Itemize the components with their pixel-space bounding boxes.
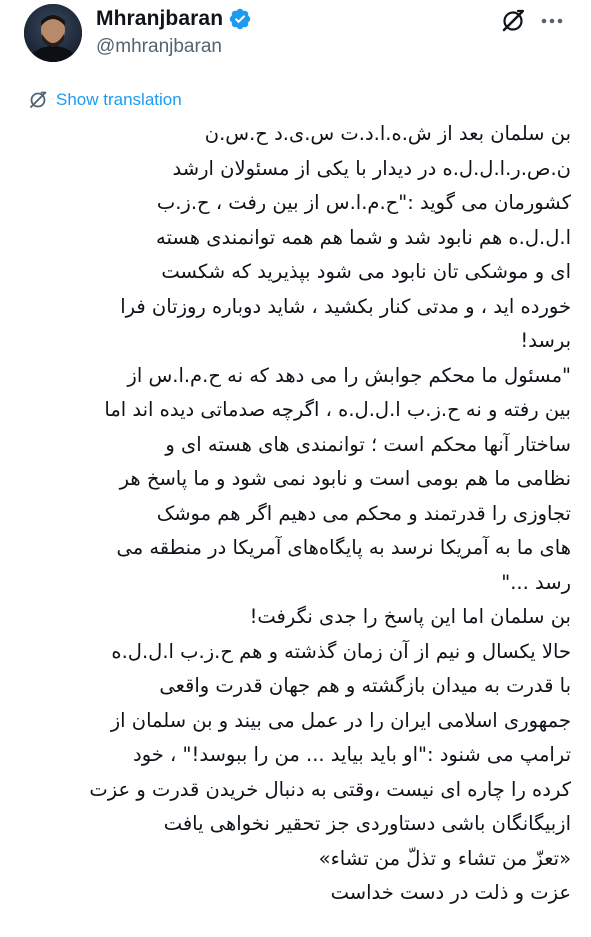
tweet-text-line: کرده را چاره ای نیست ،وقتی به دنبال خریدن قدرت و عزت — [89, 777, 571, 801]
tweet-text-line: نظامی ما هم بومی است و نابود نمی شود و ما پاسخ هر — [119, 467, 571, 490]
tweet-text-line: تجاوزی را قدرتمند و محکم می دهیم اگر هم موشک — [156, 501, 571, 525]
tweet-text-line: ازبیگانگان باشی دستاوردی جز تحقیر نخواهی یافت — [163, 812, 571, 835]
verified-badge-icon[interactable] — [228, 7, 252, 31]
tweet-text-line: های ما به آمریکا نرسد به پایگاه‌های آمریکا در منطقه می — [116, 536, 571, 559]
tweet-text-line: «تعزّ من تشاء و تذلّ من تشاء» — [318, 846, 571, 870]
show-translation-row[interactable] — [28, 88, 182, 112]
tweet-text-line: با قدرت به میدان بازگشته و هم جهان قدرت واقعی — [159, 674, 571, 697]
show-translation-link[interactable]: Show translation — [56, 90, 182, 109]
tweet-text-line: عزت و ذلت در دست خداست — [330, 881, 571, 904]
tweet-text-line: "مسئول ما محکم جوابش را می دهد که نه ح.م.ا.س از — [127, 363, 571, 387]
tweet-text-line: خورده اید ، و مدتی کنار بکشید ، شاید دوباره روزتان فرا — [120, 294, 571, 318]
grok-icon[interactable] — [500, 8, 526, 34]
tweet-text-line: کشورمان می گوید :"ح.م.ا.س از بین رفت ، ح.ز.ب — [156, 191, 571, 214]
tweet-text-line: ساختار آنها محکم است ؛ توانمندی های هسته ای و — [165, 432, 571, 456]
tweet-text — [20, 117, 571, 911]
avatar[interactable] — [24, 4, 82, 62]
tweet-text-line: رسد ..." — [501, 570, 571, 594]
tweet-text-line: ترامپ می شنود :"او باید بیاید ... من را ببوسد!" ، خود — [133, 743, 571, 766]
handle[interactable]: @mhranjbaran — [96, 36, 222, 57]
tweet-text-line: بن سلمان بعد از ش.ه.ا.د.ت س.ی.د ح.س.ن — [204, 122, 571, 145]
tweet-text-line: بن سلمان اما این پاسخ را جدی نگرفت! — [249, 605, 571, 628]
tweet-text-line: ا.ل.ل.ه هم نابود شد و شما هم همه توانمندی هسته — [155, 225, 571, 249]
tweet-text-line: ن.ص.ر.ا.ل.ل.ه در دیدار با یکی از مسئولان ارشد — [172, 156, 571, 180]
more-horizontal-icon[interactable] — [538, 8, 566, 34]
tweet-header — [0, 0, 591, 80]
display-name[interactable]: Mhranjbaran — [96, 7, 224, 30]
tweet-text-line: حالا یکسال و نیم از آن زمان گذشته و هم ح.ز.ب ا.ل.ل.ه — [111, 639, 571, 663]
display-name-row — [96, 6, 252, 32]
tweet-text-line: ای و موشکی تان نابود می شود بپذیرید که شکست — [161, 260, 571, 283]
tweet-text-line: برسد! — [520, 329, 571, 352]
tweet-text-line: جمهوری اسلامی ایران را در عمل می بیند و بن سلمان از — [110, 708, 571, 732]
translate-icon — [28, 90, 48, 110]
tweet-text-line: بین رفته و نه ح.ز.ب ا.ل.ل.ه ، اگرچه صدماتی دیده اند اما — [104, 398, 571, 421]
